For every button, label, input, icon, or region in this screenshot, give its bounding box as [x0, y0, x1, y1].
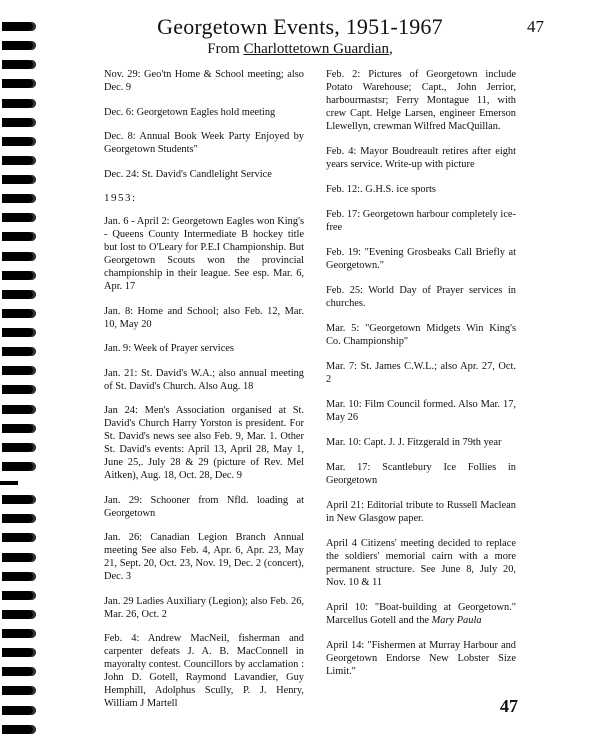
- list-item: Jan. 6 - April 2: Georgetown Eagles won King's - Queens County Intermediate B hockey title but lost to O'Leary for P.E.I Championship. But Georgetown Scouts won the provincial championship in their league. See esp. Mar. 6, Apr. 17: [104, 216, 304, 292]
- binding-coil: [2, 610, 36, 619]
- binding-coil: [2, 572, 36, 581]
- right-entries: [326, 68, 516, 589]
- list-item: Feb. 4: Mayor Boudreault retires after eight years service. Write-up with picture: [326, 146, 516, 170]
- list-item: Mar. 10: Film Council formed. Also Mar. 17, May 26: [326, 399, 516, 423]
- vessel-name: Mary Paula: [431, 615, 482, 626]
- list-item: Dec. 24: St. David's Candlelight Service: [104, 168, 272, 180]
- binding-coil: [2, 686, 36, 695]
- binding-coil: [2, 385, 36, 394]
- spiral-binding: [0, 0, 40, 742]
- subtitle-source: Charlottetown Guardian: [243, 41, 389, 57]
- binding-coil: [2, 290, 36, 299]
- binding-coil: [2, 156, 36, 165]
- list-item: April 21: Editorial tribute to Russell Maclean in New Glasgow paper.: [326, 500, 516, 524]
- year-heading: 1953:: [104, 192, 137, 204]
- list-item: Jan. 29 Ladies Auxiliary (Legion); also Feb. 26, Mar. 26, Oct. 2: [104, 595, 304, 620]
- binding-coil: [2, 533, 36, 542]
- list-item: Feb. 25: World Day of Prayer services in churches.: [326, 285, 516, 309]
- list-item: Feb. 17: Georgetown harbour completely ice-free: [326, 209, 516, 233]
- list-item: Jan. 26: Canadian Legion Branch Annual meeting See also Feb. 4, Apr. 6, Apr. 23, May 21, Sept. 20, Oct. 23, Nov. 19, Dec. 2 (concert), Dec. 3: [104, 532, 304, 582]
- binding-coil: [2, 118, 36, 127]
- binding-coil: [2, 725, 36, 734]
- list-item: Feb. 2: Pictures of Georgetown include Potato Warehouse; Capt., John Jerrior, harbourmastsr; Ferry Montague 11, with crew Capt. Helge Larsen, engineer Emerson Llewellyn, crewman Wilfred MacQuillan.: [326, 69, 516, 132]
- binding-coil: [2, 41, 36, 50]
- binding-coil: [2, 462, 36, 471]
- binding-coil: [2, 514, 36, 523]
- left-column: [104, 68, 304, 722]
- binding-coil: [2, 553, 36, 562]
- binding-coil: [2, 194, 36, 203]
- list-item: April 14: "Fishermen at Murray Harbour and Georgetown Endorse New Lobster Size Limit.": [326, 640, 516, 677]
- list-item: April 4 Citizens' meeting decided to replace the soldiers' memorial cairn with a more permanent structure. See June 8, July 20, Nov. 10 & 11: [326, 538, 516, 588]
- left-entries-after-year: [104, 215, 304, 710]
- list-item: Mar. 7: St. James C.W.L.; also Apr. 27, Oct. 2: [326, 361, 516, 385]
- binding-coil: [2, 79, 36, 88]
- list-item: [326, 601, 516, 627]
- subtitle-prefix: From: [207, 41, 240, 57]
- boat-entry-text: April 10: "Boat-building at Georgetown." Marcellus Gotell and the: [326, 602, 516, 626]
- page-number-top: 47: [527, 17, 544, 36]
- list-item: Jan. 29: Schooner from Nfld. loading at Georgetown: [104, 494, 304, 519]
- binding-coil: [2, 667, 36, 676]
- binding-coil: [2, 60, 36, 69]
- list-item: Jan. 9: Week of Prayer services: [104, 343, 234, 354]
- list-item: Jan. 8: Home and School; also Feb. 12, Mar. 10, May 20: [104, 305, 304, 330]
- list-item: Jan. 21: St. David's W.A.; also annual meeting of St. David's Church. Also Aug. 18: [104, 367, 304, 392]
- list-item: Mar. 17: Scantlebury Ice Follies in Georgetown: [326, 462, 516, 486]
- binding-coil: [2, 443, 36, 452]
- binding-coil: [2, 232, 36, 241]
- list-item: Feb. 12:. G.H.S. ice sports: [326, 184, 436, 195]
- subtitle-suffix: ,: [388, 41, 393, 57]
- list-item: Jan 24: Men's Association organised at St. David's Church Harry Yorston is president. For St. David's news see also Feb. 9, Mar. 1. Other St. David's events: April 13, April 28, May 1, June 25,. July 28 & 29 (picture of Rev. Mel Aitken), Aug. 18, Oct. 28, Dec. 9: [104, 405, 304, 481]
- list-item: Feb. 19: "Evening Grosbeaks Call Briefly at Georgetown.": [326, 247, 516, 271]
- page-header: [120, 14, 480, 58]
- binding-coil: [2, 309, 36, 318]
- binding-coil: [2, 706, 36, 715]
- list-item: Feb. 4: Andrew MacNeil, fisherman and carpenter defeats J. A. B. MacConnell in mayoralty contest. Councillors by acclamation : John D. Gotell, Raymond Lavandier, Guy Hemphill, Adolphus Scully, P. J. Henry, William J Martell: [104, 633, 304, 709]
- binding-coil: [2, 99, 36, 108]
- binding-coil: [2, 648, 36, 657]
- binding-coil: [2, 328, 36, 337]
- list-item: Nov. 29: Geo'tn Home & School meeting; also Dec. 9: [104, 69, 304, 93]
- page-title: Georgetown Events, 1951-1967: [157, 14, 443, 39]
- binding-coil: [2, 271, 36, 280]
- binding-coil: [2, 424, 36, 433]
- binding-coil: [0, 481, 18, 485]
- list-item: Mar. 10: Capt. J. J. Fitzgerald in 79th year: [326, 437, 502, 448]
- left-entries-before-year: [104, 68, 304, 181]
- binding-coil: [2, 347, 36, 356]
- list-item: Dec. 6: Georgetown Eagles hold meeting: [104, 106, 276, 118]
- binding-coil: [2, 22, 36, 31]
- page-subtitle: [120, 40, 480, 58]
- binding-coil: [2, 137, 36, 146]
- list-item: Dec. 8: Annual Book Week Party Enjoyed by Georgetown Students": [104, 131, 304, 155]
- list-item: Mar. 5: "Georgetown Midgets Win King's Co. Championship": [326, 323, 516, 347]
- binding-coil: [2, 213, 36, 222]
- page-number-bottom: 47: [500, 696, 518, 716]
- binding-coil: [2, 629, 36, 638]
- binding-coil: [2, 405, 36, 414]
- binding-coil: [2, 366, 36, 375]
- binding-coil: [2, 175, 36, 184]
- binding-coil: [2, 495, 36, 504]
- right-column: [326, 68, 516, 690]
- binding-coil: [2, 252, 36, 261]
- binding-coil: [2, 591, 36, 600]
